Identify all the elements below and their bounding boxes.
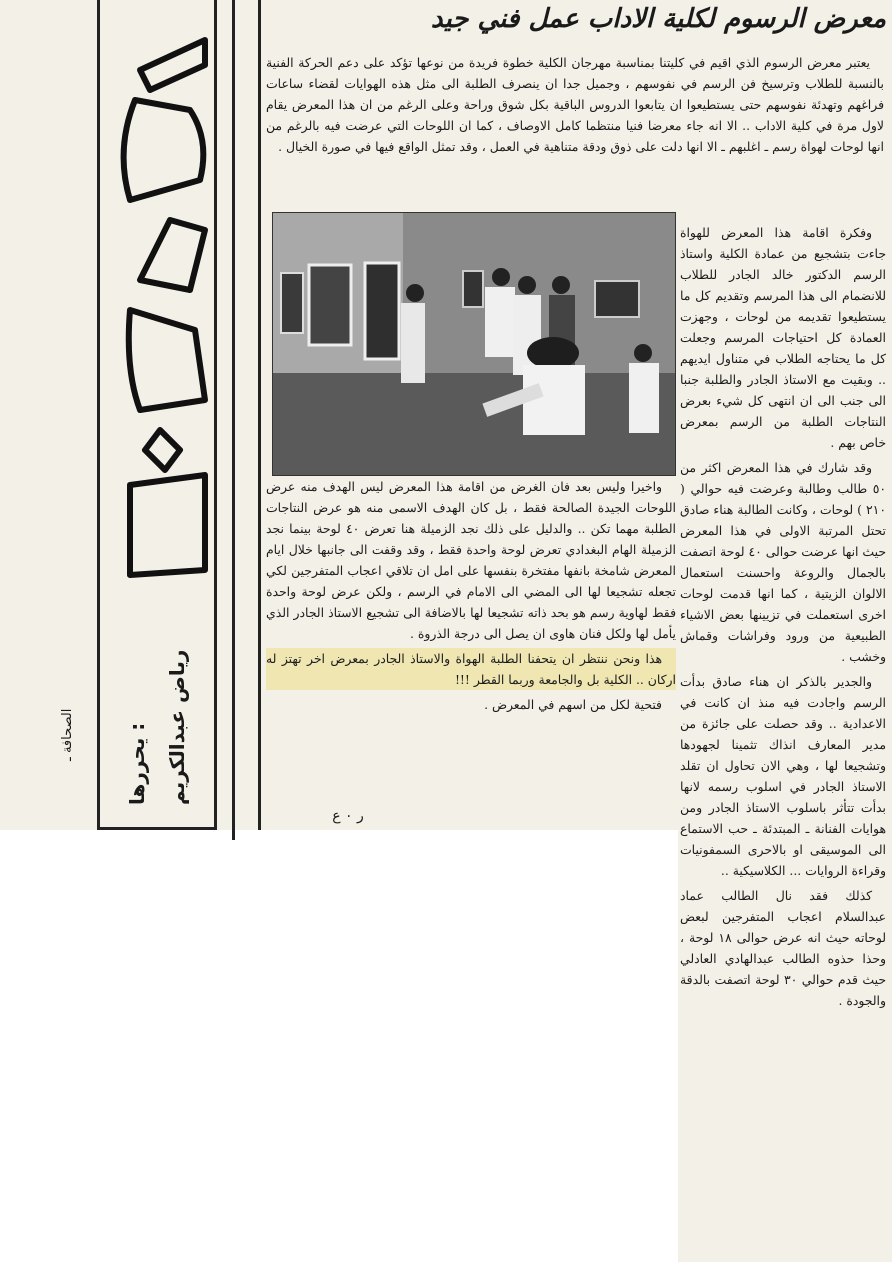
page-number: ر ٠ ع [332, 808, 364, 824]
closing-line: فتحية لكل من اسهم في المعرض . [484, 697, 662, 712]
intro-paragraph: يعتبر معرض الرسوم الذي اقيم في كليتنا بمناسبة مهرجان الكلية خطوة فريدة من نوعها تؤكد على دعم الحركة الفنية بالنسبة للطلاب وترسيخ فن الرسم في نفوسهم ، وجميل جدا ان ينصرف الطلبة الى مثل هذه الهوايات لقضاء ساعات فراغهم وتهدئة نفوسهم حتى يستطيعوا ان يتابعوا الدروس الباقية بكل شوق وراحة وعلى الرغم من ان هذا المعرض يقام لاول مرة في كلية الاداب .. الا انه جاء معرضا فنيا منتظما كامل الاوصاف ، كما ان اللوحات التي عرضت فيه بالرغم من انها لوحات لهواة رسم ـ اغلبهم ـ الا انها دلت على ذوق ودقة متناهية في العمل ، وقد تمثل الواقع فيها في صورة الخيال . [266, 55, 884, 154]
right-paragraph: وقد شارك في هذا المعرض اكثر من ٥٠ طالب وطالبة وعرضت فيه حوالي ( ٢١٠ ) لوحات ، وكانت الطالبة هناء صادق تحتل المرتبة الاولى في هذا المعرض حيث انها عرضت حوالى ٤٠ لوحة اتصفت بالجمال والروعة واحسنت استعمال الالوان الزيتية ، كما انها قدمت لوحات اخرى استعملت في تزيينها بعض الاشياء الطبيعية من ورود وفراشات وقماش وخشب . [680, 460, 886, 664]
right-paragraph: وفكرة اقامة هذا المعرض للهواة جاءت بتشجيع من عمادة الكلية واستاذ الرسم الدكتور خالد الجادر للطلاب للانضمام الى هذا المرسم وتقديم كل ما يستطيعوا تقديمه من لوحات ، وجهزت العمادة كل احتياجات المرسم وجعلت كل ما يحتاجه الطلاب في متناول ايديهم .. وبقيت مع الاستاذ الجادر والطلبة جنبا الى جنب الى ان انتهى كل شيء بعرض النتاجات الطلبة من الرسم بمعرض خاص بهم . [680, 225, 886, 450]
right-column [680, 222, 886, 1262]
lower-paragraph: واخيرا وليس بعد فان الغرض من اقامة هذا المعرض ليس الهدف منه عرض اللوحات الجيدة الصالحة فقط ، بل كان الهدف الاسمى منه هو عرض النتاجات الطلبة مهما تكن .. والدليل على ذلك نجد الزميلة هنا تعرض ٤٠ لوحة بينما نجد الزميلة الهام البغدادي تعرض لوحة واحدة فقط ، وقد وقفت الى جانبها خلال ايام المعرض شامخة بانفها مفتخرة بنفسها على امل ان تلاقي اعجاب المتفرجين لكي تجعله تشجيعا لها الى المضي الى الامام في الرسم ، ولكن عرض لوحة واحدة فقط لهاوية رسم هو بحد ذاته تشجيعا لها بالاضافة الى تشجيع الاستاذ الجادر الذي يأمل لها ولكل فنان هاوى ان يصل الى درجة الذروة . [266, 479, 676, 641]
column-rule [258, 0, 261, 830]
right-paragraph: والجدير بالذكر ان هناء صادق بدأت الرسم واجادت فيه منذ ان كانت في الاعدادية .. وقد حصلت على جائزة من مدير المعارف انذاك تثمينا لجهودها وتشجيعا لها ، وهي الان تحاول ان تقلد الاستاذ الجادر في اسلوب رسمه لانها بدأت تتأثر باسلوب الاستاذ الجادر ومن هوايات الفنانة ـ المبتدئة ـ حب الاستماع الى الموسيقى او بالاحرى السمفونيات وقراءة الروايات ... الكلاسيكية .. [680, 674, 886, 878]
masthead-logo [110, 30, 220, 590]
exhibition-photo [272, 212, 676, 476]
exhibition-photo-drawing [273, 213, 675, 475]
highlighted-paragraph: هذا ونحن ننتظر ان يتحفنا الطلبة الهواة والاستاذ الجادر بمعرض اخر تهتز له اركان .. الكلية بل والجامعة وربما القطر !!! [266, 648, 676, 690]
intro-column [266, 52, 884, 212]
masthead-calligraphy [110, 30, 220, 590]
column-rule [232, 0, 235, 840]
editor-name: رياض عبدالكريم [165, 649, 189, 805]
lower-column [266, 476, 676, 816]
right-paragraph: كذلك فقد نال الطالب عماد عبدالسلام اعجاب المتفرجين لبعض لوحاته حيث انه عرض حوالى ١٨ لوحة ، وحذا حذوه الطالب عبدالهادي العادلي حيث قدم حوالي ٣٠ لوحة اتصفت بالدقة والجودة . [680, 888, 886, 1008]
article-headline: معرض الرسوم لكلية الاداب عمل فني جيد [430, 4, 886, 34]
section-label: الصحافة ـ [60, 708, 75, 762]
editor-role: يحررها : [125, 722, 149, 805]
